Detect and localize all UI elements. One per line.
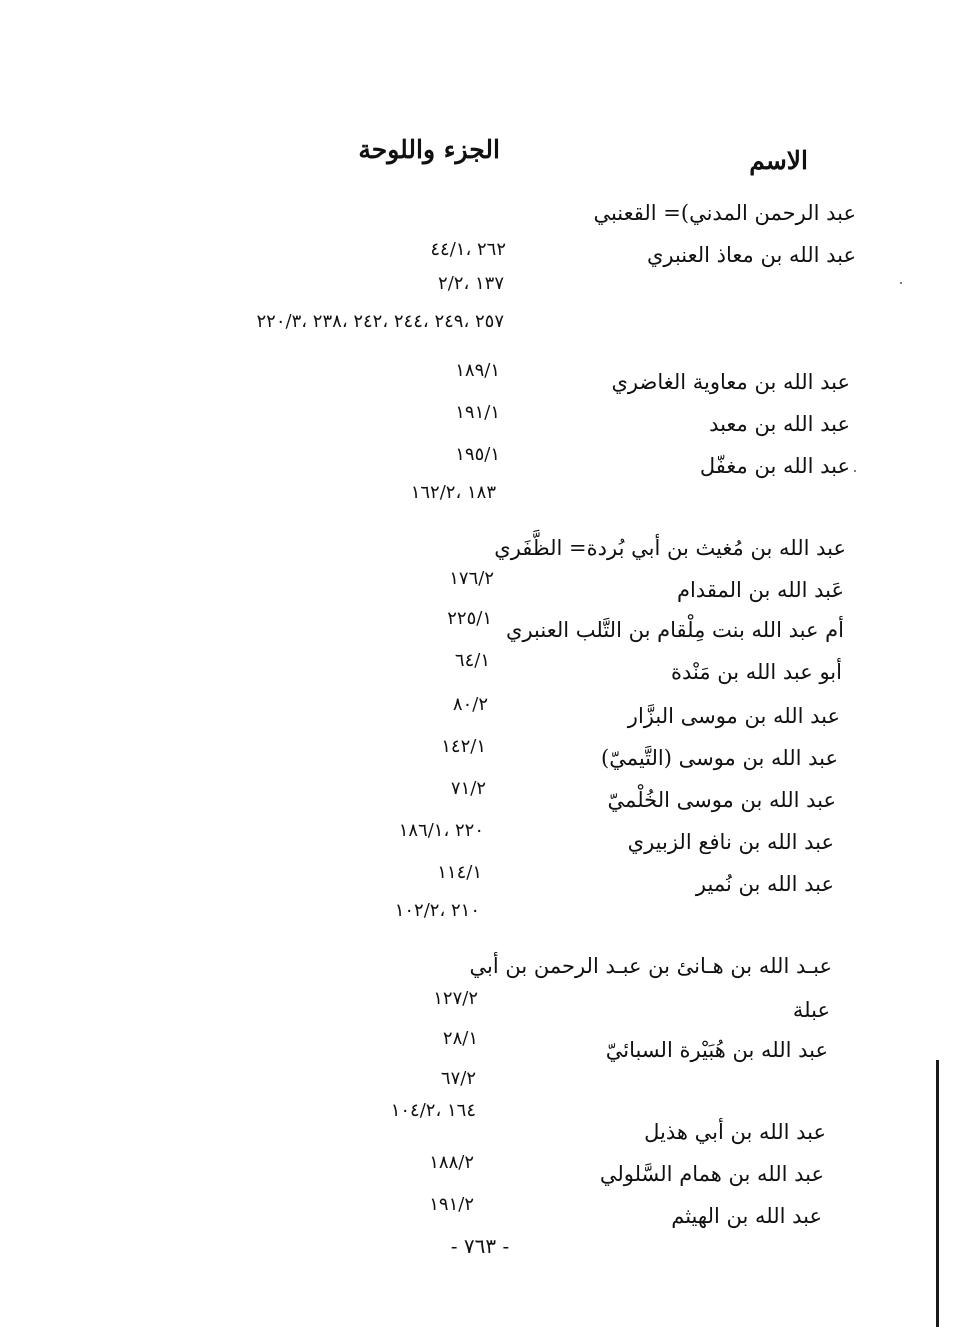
entry-volume-page: ٢٦٢ ،٤٤/١ [430, 239, 506, 260]
scan-speck [854, 470, 856, 472]
entry-name: أم عبد الله بنت مِلْقام بن التَّلب العنبري [506, 618, 844, 642]
entry-name: عبد الله بن معبد [709, 412, 850, 436]
entry-name: عبد الله بن مُغيث بن أبي بُردة= الظَّفَري [494, 536, 846, 560]
entry-name: عبد الله بن همام السَّلولي [599, 1162, 824, 1186]
entry-volume-page: ١٤٢/١ [441, 736, 486, 757]
entry-name: عبد الله بن الهيثم [671, 1204, 822, 1228]
scan-speck [900, 282, 902, 284]
entry-volume-page: ٢٢٠ ،١٨٦/١ [398, 820, 484, 841]
entry-volume-page: ٦٧/٢ [440, 1068, 476, 1089]
entry-volume-page: ١٩٥/١ [455, 444, 500, 465]
entry-volume-page: ١٨٩/١ [455, 360, 500, 381]
entry-name: عبـد الله بن هـانئ بن عبـد الرحمن بن أبي [469, 954, 832, 978]
entry-name: عبد الله بن موسى (التَّيميّ) [601, 746, 838, 770]
header-ref-column: الجزء واللوحة [358, 135, 500, 164]
entry-name: عبد الرحمن المدني)= القعنبي [593, 201, 856, 225]
entry-volume-page: ٢١٠ ،١٠٢/٢ [394, 900, 480, 921]
entry-name: عبلة [792, 998, 830, 1022]
entry-name: أبو عبد الله بن مَنْدة [670, 660, 842, 684]
entry-name: عبد الله بن معاذ العنبري [646, 243, 856, 267]
entry-volume-page: ١٨٣ ،١٦٢/٢ [410, 482, 496, 503]
entry-volume-page: ١٩١/٢ [429, 1194, 474, 1215]
entry-volume-page: ١٧٦/٢ [449, 568, 494, 589]
entry-volume-page: ١١٤/١ [437, 862, 482, 883]
entry-volume-page: ١٦٤ ،١٠٤/٢ [390, 1100, 476, 1121]
entry-volume-page: ٢٨/١ [442, 1028, 478, 1049]
entry-volume-page: ١٢٧/٢ [433, 988, 478, 1009]
entry-volume-page: ١٨٨/٢ [429, 1152, 474, 1173]
entry-name: عبد الله بن نُمير [695, 872, 834, 896]
entry-name: عَبد الله بن المقدام [676, 578, 844, 602]
entry-volume-page: ٨٠/٢ [452, 694, 488, 715]
header-name-column: الاسم [749, 146, 808, 175]
entry-name: عبد الله بن هُبَيْرة السبائيّ [605, 1038, 828, 1062]
page-number: - ٧٦٣ - [450, 1234, 510, 1258]
entry-name: عبد الله بن مغفّل [699, 454, 850, 478]
entry-volume-page: ٧١/٢ [450, 778, 486, 799]
entry-name: عبد الله بن أبي هذيل [644, 1120, 826, 1144]
scan-edge-line [936, 1060, 939, 1327]
entry-name: عبد الله بن نافع الزبيري [627, 830, 834, 854]
entry-name: عبد الله بن معاوية الغاضري [611, 370, 850, 394]
entry-volume-page: ٢٥٧ ،٢٤٩ ،٢٤٤ ،٢٤٢ ،٢٣٨ ،٢٢٠/٣ [256, 311, 504, 332]
entry-volume-page: ١٣٧ ،٢/٢ [438, 273, 504, 294]
entry-volume-page: ٦٤/١ [454, 650, 490, 671]
entry-volume-page: ١٩١/١ [455, 402, 500, 423]
entry-name: عبد الله بن موسى الخُلْميّ [607, 788, 836, 812]
entry-name: عبد الله بن موسى البزَّار [627, 704, 840, 728]
entry-volume-page: ٢٢٥/١ [447, 608, 492, 629]
